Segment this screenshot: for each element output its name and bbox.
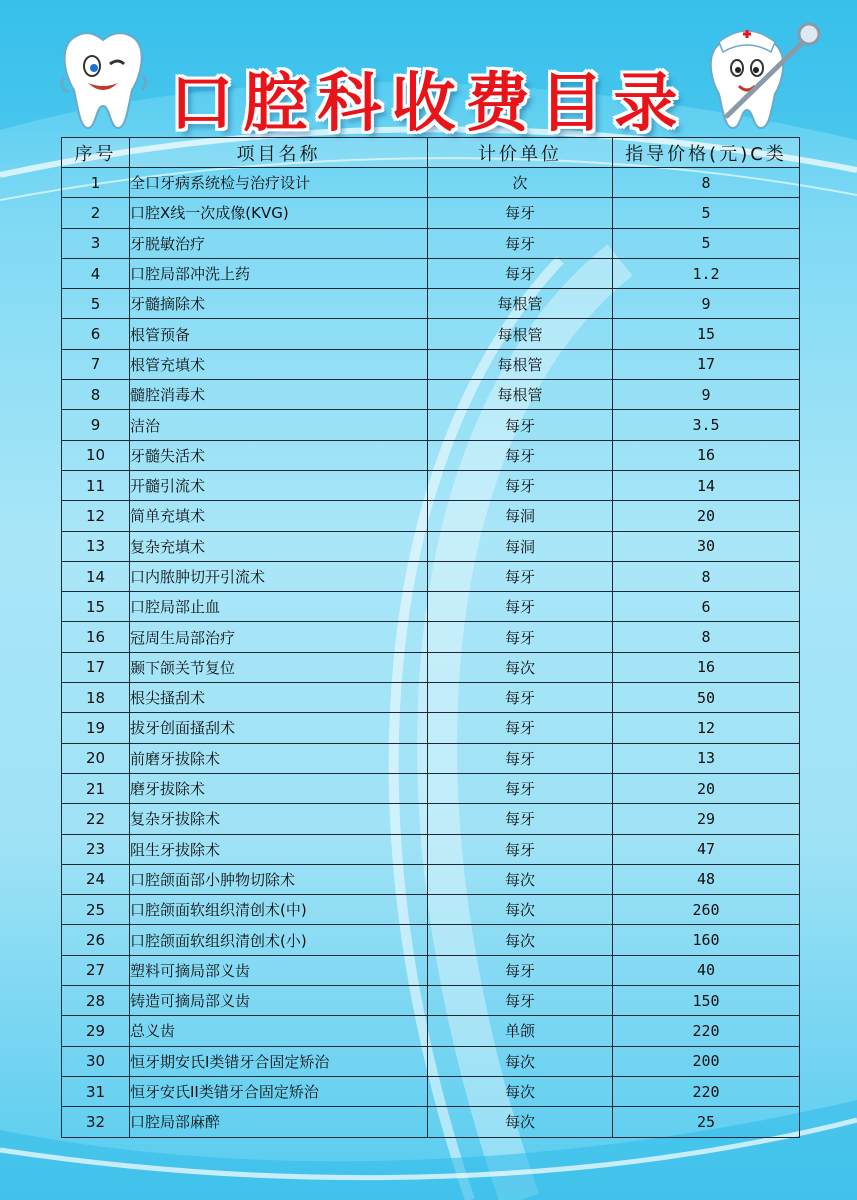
table-row [62,743,800,773]
pricing-unit: 每牙 [428,470,613,500]
pricing-unit: 每牙 [428,440,613,470]
pricing-unit: 每根管 [428,319,613,349]
table-row [62,683,800,713]
guide-price: 8 [613,622,800,652]
row-number: 29 [62,1016,130,1046]
item-name: 恒牙安氏II类错牙合固定矫治 [130,1076,428,1106]
row-number: 5 [62,289,130,319]
row-number: 8 [62,380,130,410]
table-row [62,258,800,288]
guide-price: 1.2 [613,258,800,288]
item-name: 根尖搔刮术 [130,683,428,713]
column-header-price: 指导价格(元)C类 [613,138,800,168]
item-name: 冠周生局部治疗 [130,622,428,652]
item-name: 口腔X线一次成像(KVG) [130,198,428,228]
guide-price: 3.5 [613,410,800,440]
item-name: 恒牙期安氏I类错牙合固定矫治 [130,1046,428,1076]
guide-price: 48 [613,864,800,894]
pricing-unit: 每牙 [428,773,613,803]
table-row [62,349,800,379]
pricing-unit: 每洞 [428,501,613,531]
pricing-unit: 每根管 [428,349,613,379]
guide-price: 9 [613,380,800,410]
pricing-unit: 每洞 [428,531,613,561]
table-body [62,168,800,1138]
item-name: 全口牙病系统检与治疗设计 [130,168,428,198]
row-number: 25 [62,895,130,925]
row-number: 4 [62,258,130,288]
guide-price: 13 [613,743,800,773]
row-number: 28 [62,986,130,1016]
column-header-unit: 计价单位 [428,138,613,168]
row-number: 9 [62,410,130,440]
row-number: 2 [62,198,130,228]
table-row [62,652,800,682]
table-row [62,319,800,349]
row-number: 7 [62,349,130,379]
item-name: 阻生牙拔除术 [130,834,428,864]
guide-price: 30 [613,531,800,561]
row-number: 6 [62,319,130,349]
pricing-unit: 每次 [428,925,613,955]
guide-price: 40 [613,955,800,985]
pricing-unit: 每牙 [428,561,613,591]
item-name: 根管充填术 [130,349,428,379]
table-row [62,1046,800,1076]
row-number: 3 [62,228,130,258]
pricing-unit: 每次 [428,895,613,925]
guide-price: 220 [613,1076,800,1106]
table-row [62,228,800,258]
pricing-unit: 每牙 [428,410,613,440]
item-name: 牙髓失活术 [130,440,428,470]
item-name: 牙脱敏治疗 [130,228,428,258]
guide-price: 16 [613,652,800,682]
row-number: 30 [62,1046,130,1076]
guide-price: 8 [613,168,800,198]
table-row [62,895,800,925]
row-number: 21 [62,773,130,803]
table-row [62,380,800,410]
item-name: 口内脓肿切开引流术 [130,561,428,591]
pricing-unit: 每次 [428,1046,613,1076]
pricing-unit: 每牙 [428,804,613,834]
table-row [62,592,800,622]
item-name: 口腔局部止血 [130,592,428,622]
item-name: 前磨牙拔除术 [130,743,428,773]
item-name: 简单充填术 [130,501,428,531]
pricing-unit: 每牙 [428,592,613,622]
row-number: 11 [62,470,130,500]
guide-price: 150 [613,986,800,1016]
pricing-unit: 每根管 [428,380,613,410]
table-row [62,1107,800,1137]
guide-price: 20 [613,501,800,531]
row-number: 16 [62,622,130,652]
pricing-unit: 每牙 [428,955,613,985]
table-row [62,955,800,985]
guide-price: 5 [613,228,800,258]
item-name: 牙髓摘除术 [130,289,428,319]
row-number: 13 [62,531,130,561]
table-row [62,198,800,228]
guide-price: 8 [613,561,800,591]
pricing-unit: 每次 [428,652,613,682]
guide-price: 5 [613,198,800,228]
page-title: 口腔科收费目录 [169,66,688,141]
guide-price: 12 [613,713,800,743]
table-row [62,440,800,470]
item-name: 口腔颌面软组织清创术(中) [130,895,428,925]
item-name: 铸造可摘局部义齿 [130,986,428,1016]
table-row [62,804,800,834]
item-name: 总义齿 [130,1016,428,1046]
guide-price: 47 [613,834,800,864]
guide-price: 160 [613,925,800,955]
pricing-unit: 每牙 [428,228,613,258]
guide-price: 260 [613,895,800,925]
column-header-number: 序号 [62,138,130,168]
row-number: 32 [62,1107,130,1137]
table-row [62,925,800,955]
guide-price: 220 [613,1016,800,1046]
pricing-unit: 每牙 [428,622,613,652]
item-name: 磨牙拔除术 [130,773,428,803]
table-row [62,773,800,803]
pricing-unit: 单颌 [428,1016,613,1046]
pricing-unit: 每牙 [428,986,613,1016]
guide-price: 6 [613,592,800,622]
pricing-unit: 每牙 [428,713,613,743]
row-number: 26 [62,925,130,955]
table-row [62,410,800,440]
guide-price: 16 [613,440,800,470]
item-name: 口腔局部麻醉 [130,1107,428,1137]
table-header-row [62,138,800,168]
row-number: 1 [62,168,130,198]
table-row [62,531,800,561]
guide-price: 9 [613,289,800,319]
table-row [62,501,800,531]
row-number: 23 [62,834,130,864]
row-number: 18 [62,683,130,713]
table-row [62,986,800,1016]
row-number: 31 [62,1076,130,1106]
pricing-unit: 每次 [428,864,613,894]
pricing-unit: 次 [428,168,613,198]
pricing-unit: 每牙 [428,743,613,773]
item-name: 髓腔消毒术 [130,380,428,410]
row-number: 17 [62,652,130,682]
table-row [62,1016,800,1046]
pricing-unit: 每牙 [428,683,613,713]
guide-price: 17 [613,349,800,379]
item-name: 复杂牙拔除术 [130,804,428,834]
pricing-unit: 每牙 [428,198,613,228]
row-number: 14 [62,561,130,591]
item-name: 拔牙创面搔刮术 [130,713,428,743]
row-number: 10 [62,440,130,470]
pricing-unit: 每牙 [428,834,613,864]
table-row [62,713,800,743]
guide-price: 15 [613,319,800,349]
table-row [62,168,800,198]
table-row [62,561,800,591]
row-number: 15 [62,592,130,622]
item-name: 颞下颌关节复位 [130,652,428,682]
table-row [62,834,800,864]
item-name: 口腔颌面部小肿物切除术 [130,864,428,894]
guide-price: 50 [613,683,800,713]
pricing-unit: 每根管 [428,289,613,319]
guide-price: 25 [613,1107,800,1137]
table-row [62,1076,800,1106]
table-row [62,864,800,894]
row-number: 20 [62,743,130,773]
guide-price: 200 [613,1046,800,1076]
row-number: 27 [62,955,130,985]
table-row [62,470,800,500]
item-name: 塑料可摘局部义齿 [130,955,428,985]
guide-price: 29 [613,804,800,834]
fee-table [61,137,800,1138]
guide-price: 20 [613,773,800,803]
pricing-unit: 每次 [428,1107,613,1137]
row-number: 19 [62,713,130,743]
table-row [62,289,800,319]
row-number: 24 [62,864,130,894]
item-name: 口腔局部冲洗上药 [130,258,428,288]
guide-price: 14 [613,470,800,500]
table-row [62,622,800,652]
row-number: 12 [62,501,130,531]
item-name: 根管预备 [130,319,428,349]
row-number: 22 [62,804,130,834]
item-name: 开髓引流术 [130,470,428,500]
pricing-unit: 每次 [428,1076,613,1106]
item-name: 洁治 [130,410,428,440]
pricing-unit: 每牙 [428,258,613,288]
item-name: 复杂充填术 [130,531,428,561]
column-header-name: 项目名称 [130,138,428,168]
item-name: 口腔颌面软组织清创术(小) [130,925,428,955]
